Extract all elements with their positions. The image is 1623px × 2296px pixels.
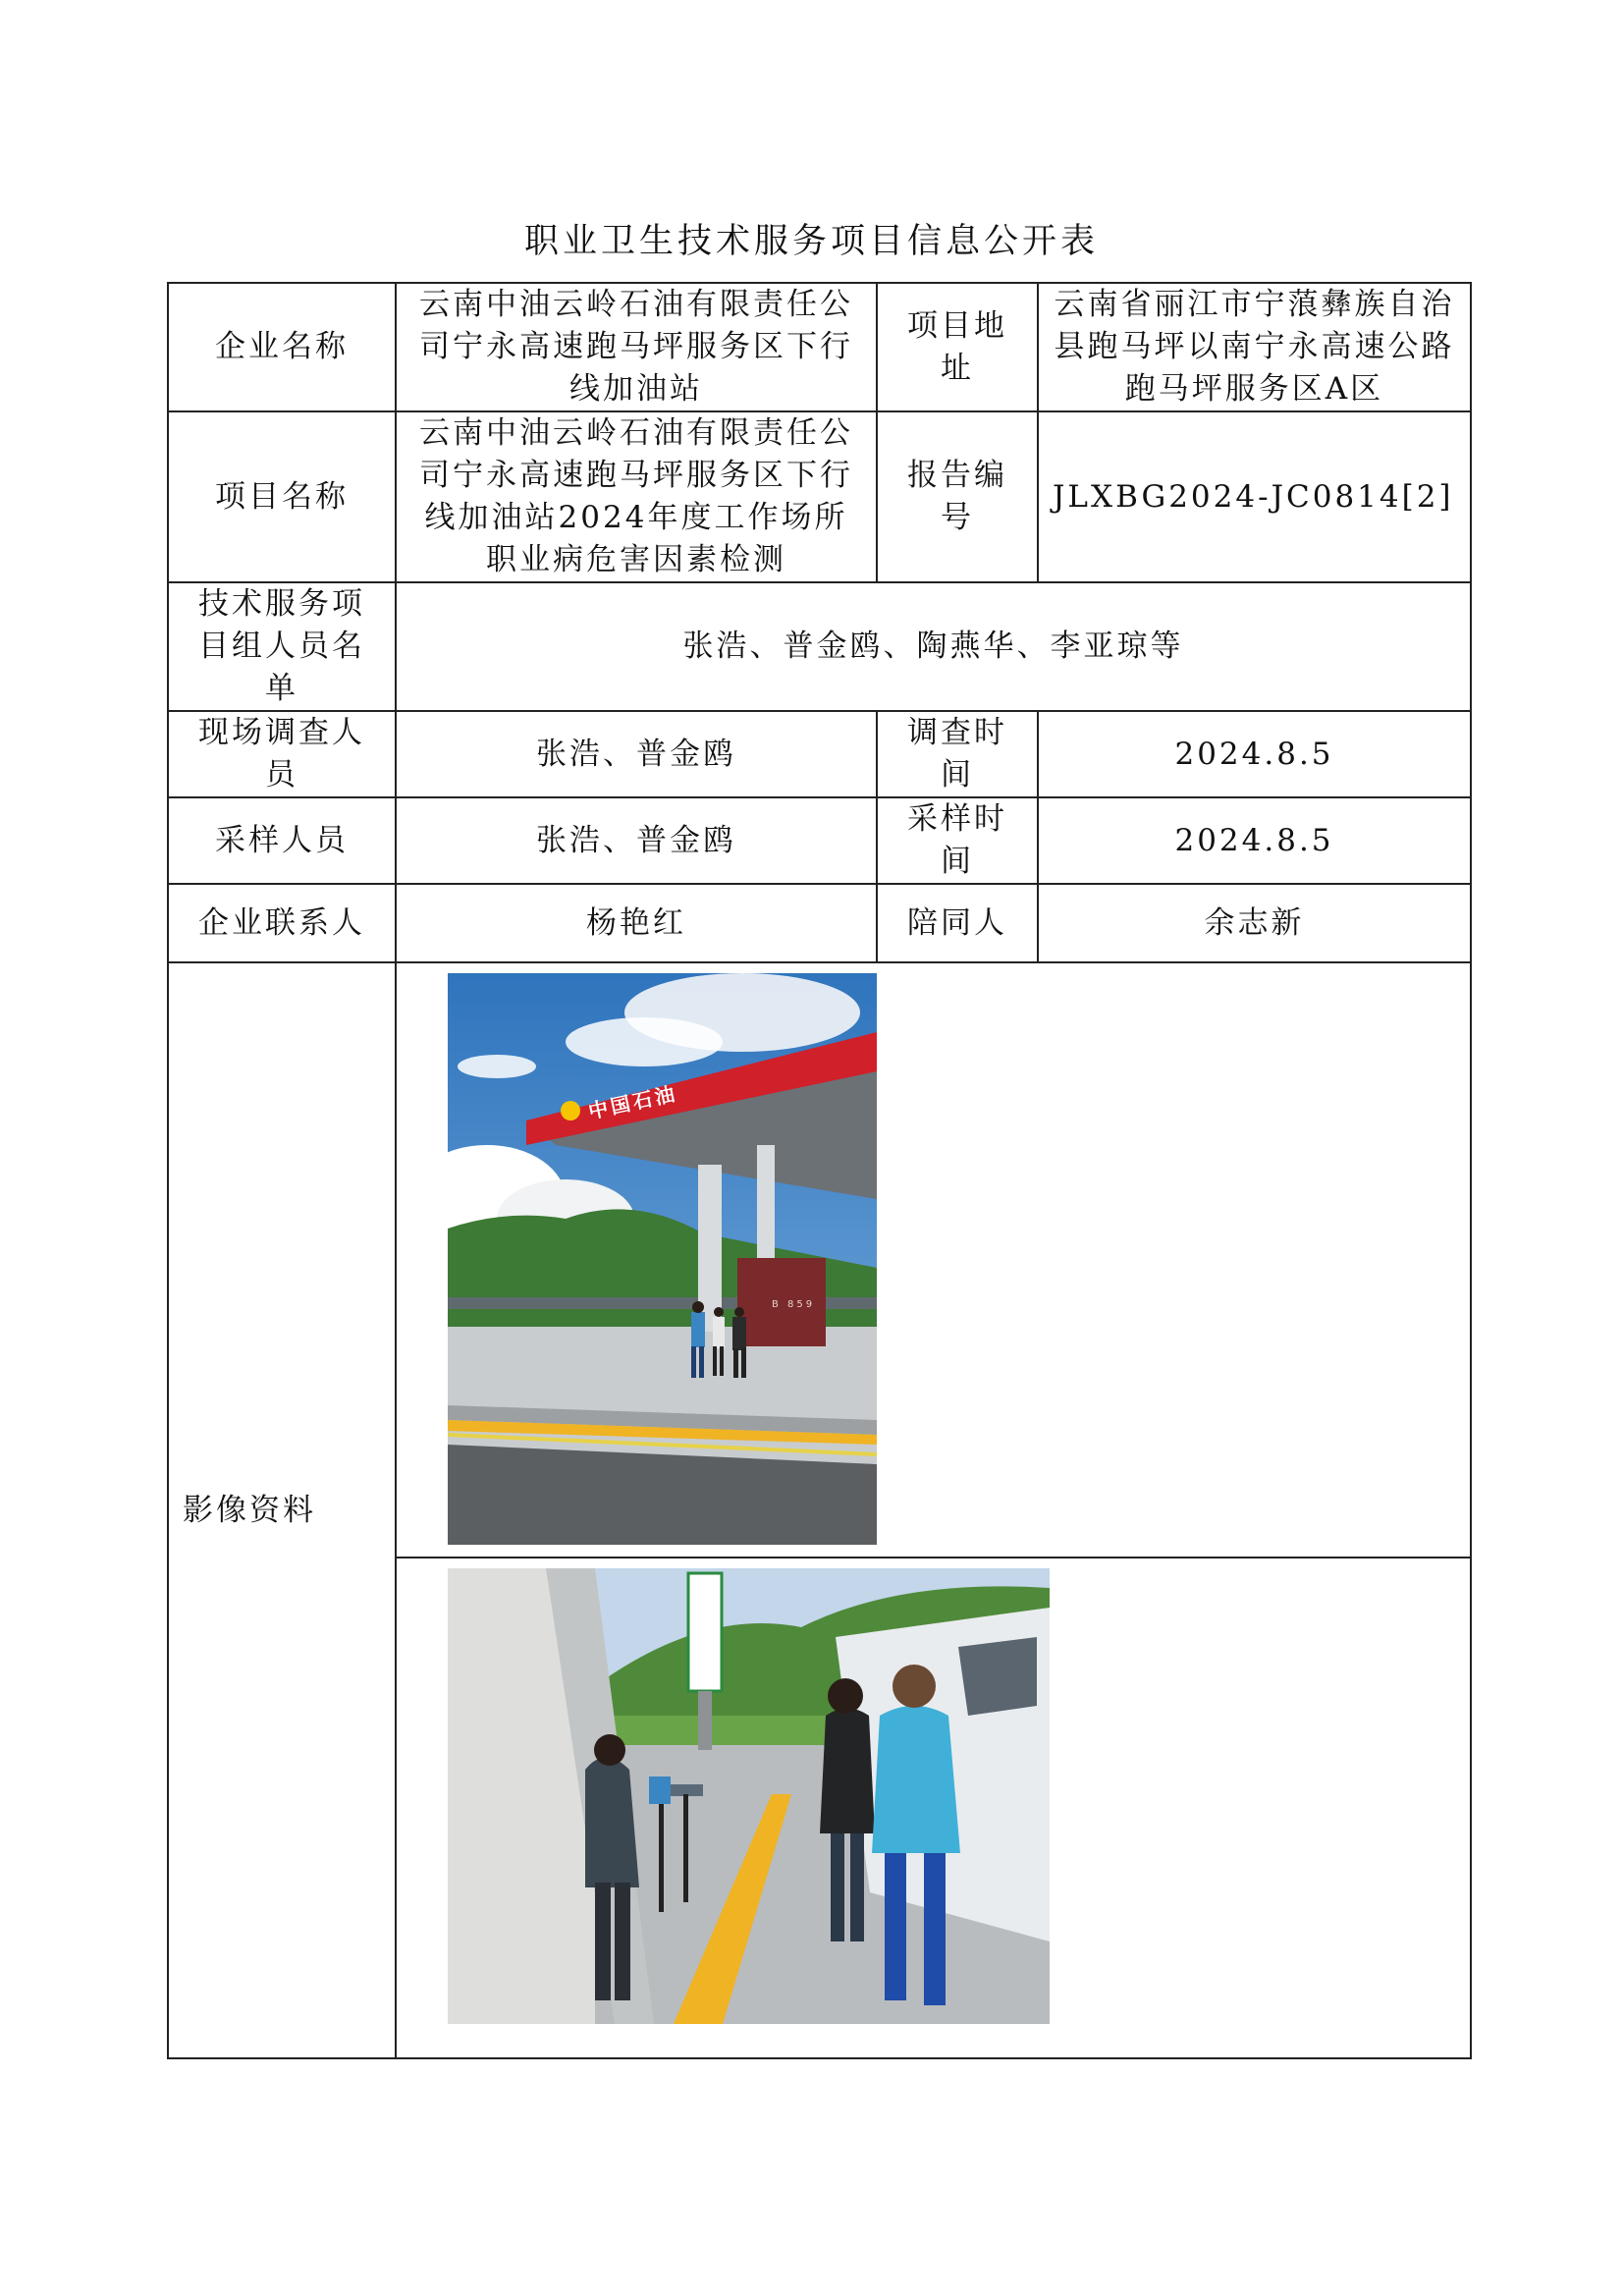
project-address-label: 项目地址 — [877, 283, 1038, 411]
sampling-staff-label: 采样人员 — [168, 797, 396, 884]
sampling-staff-value: 张浩、普金鸥 — [396, 797, 877, 884]
table-row — [168, 797, 1471, 884]
sampling-time-value: 2024.8.5 — [1038, 797, 1471, 884]
survey-staff-value: 张浩、普金鸥 — [396, 711, 877, 797]
truck-plate: B 859 — [772, 1299, 816, 1310]
team-members-value: 张浩、普金鸥、陶燕华、李亚琼等 — [396, 582, 1471, 711]
contact-value: 杨艳红 — [396, 884, 877, 962]
page-title: 职业卫生技术服务项目信息公开表 — [523, 222, 1099, 261]
team-label: 技术服务项目组人员名单 — [168, 582, 396, 711]
media-label: 影像资料 — [168, 962, 396, 2058]
survey-time-value: 2024.8.5 — [1038, 711, 1471, 797]
project-address-value: 云南省丽江市宁蒗彝族自治县跑马坪以南宁永高速公路跑马坪服务区A区 — [1038, 283, 1471, 411]
project-name-value: 云南中油云岭石油有限责任公司宁永高速跑马坪服务区下行线加油站2024年度工作场所职业病危害因素检测 — [396, 411, 877, 582]
photo-cell-1 — [396, 962, 1471, 1558]
project-name-label: 项目名称 — [168, 411, 396, 582]
sampling-time-label: 采样时间 — [877, 797, 1038, 884]
table-row — [168, 711, 1471, 797]
photo-cell-2 — [396, 1558, 1471, 2058]
table-row — [168, 582, 1471, 711]
report-no-label: 报告编号 — [877, 411, 1038, 582]
canopy-sign-text: 中国石油 — [586, 1081, 680, 1123]
survey-time-label: 调查时间 — [877, 711, 1038, 797]
table-row — [168, 884, 1471, 962]
table-row — [168, 962, 1471, 1558]
escort-label: 陪同人 — [877, 884, 1038, 962]
contact-label: 企业联系人 — [168, 884, 396, 962]
survey-staff-label: 现场调查人员 — [168, 711, 396, 797]
enterprise-name-value: 云南中油云岭石油有限责任公司宁永高速跑马坪服务区下行线加油站 — [396, 283, 877, 411]
table-row — [168, 283, 1471, 411]
table-row — [168, 411, 1471, 582]
escort-value: 余志新 — [1038, 884, 1471, 962]
gas-station-photo — [448, 973, 1470, 1545]
enterprise-name-label: 企业名称 — [168, 283, 396, 411]
report-no-value: JLXBG2024-JC0814[2] — [1038, 411, 1471, 582]
sampling-photo — [448, 1568, 1470, 2024]
info-table — [167, 282, 1472, 2059]
